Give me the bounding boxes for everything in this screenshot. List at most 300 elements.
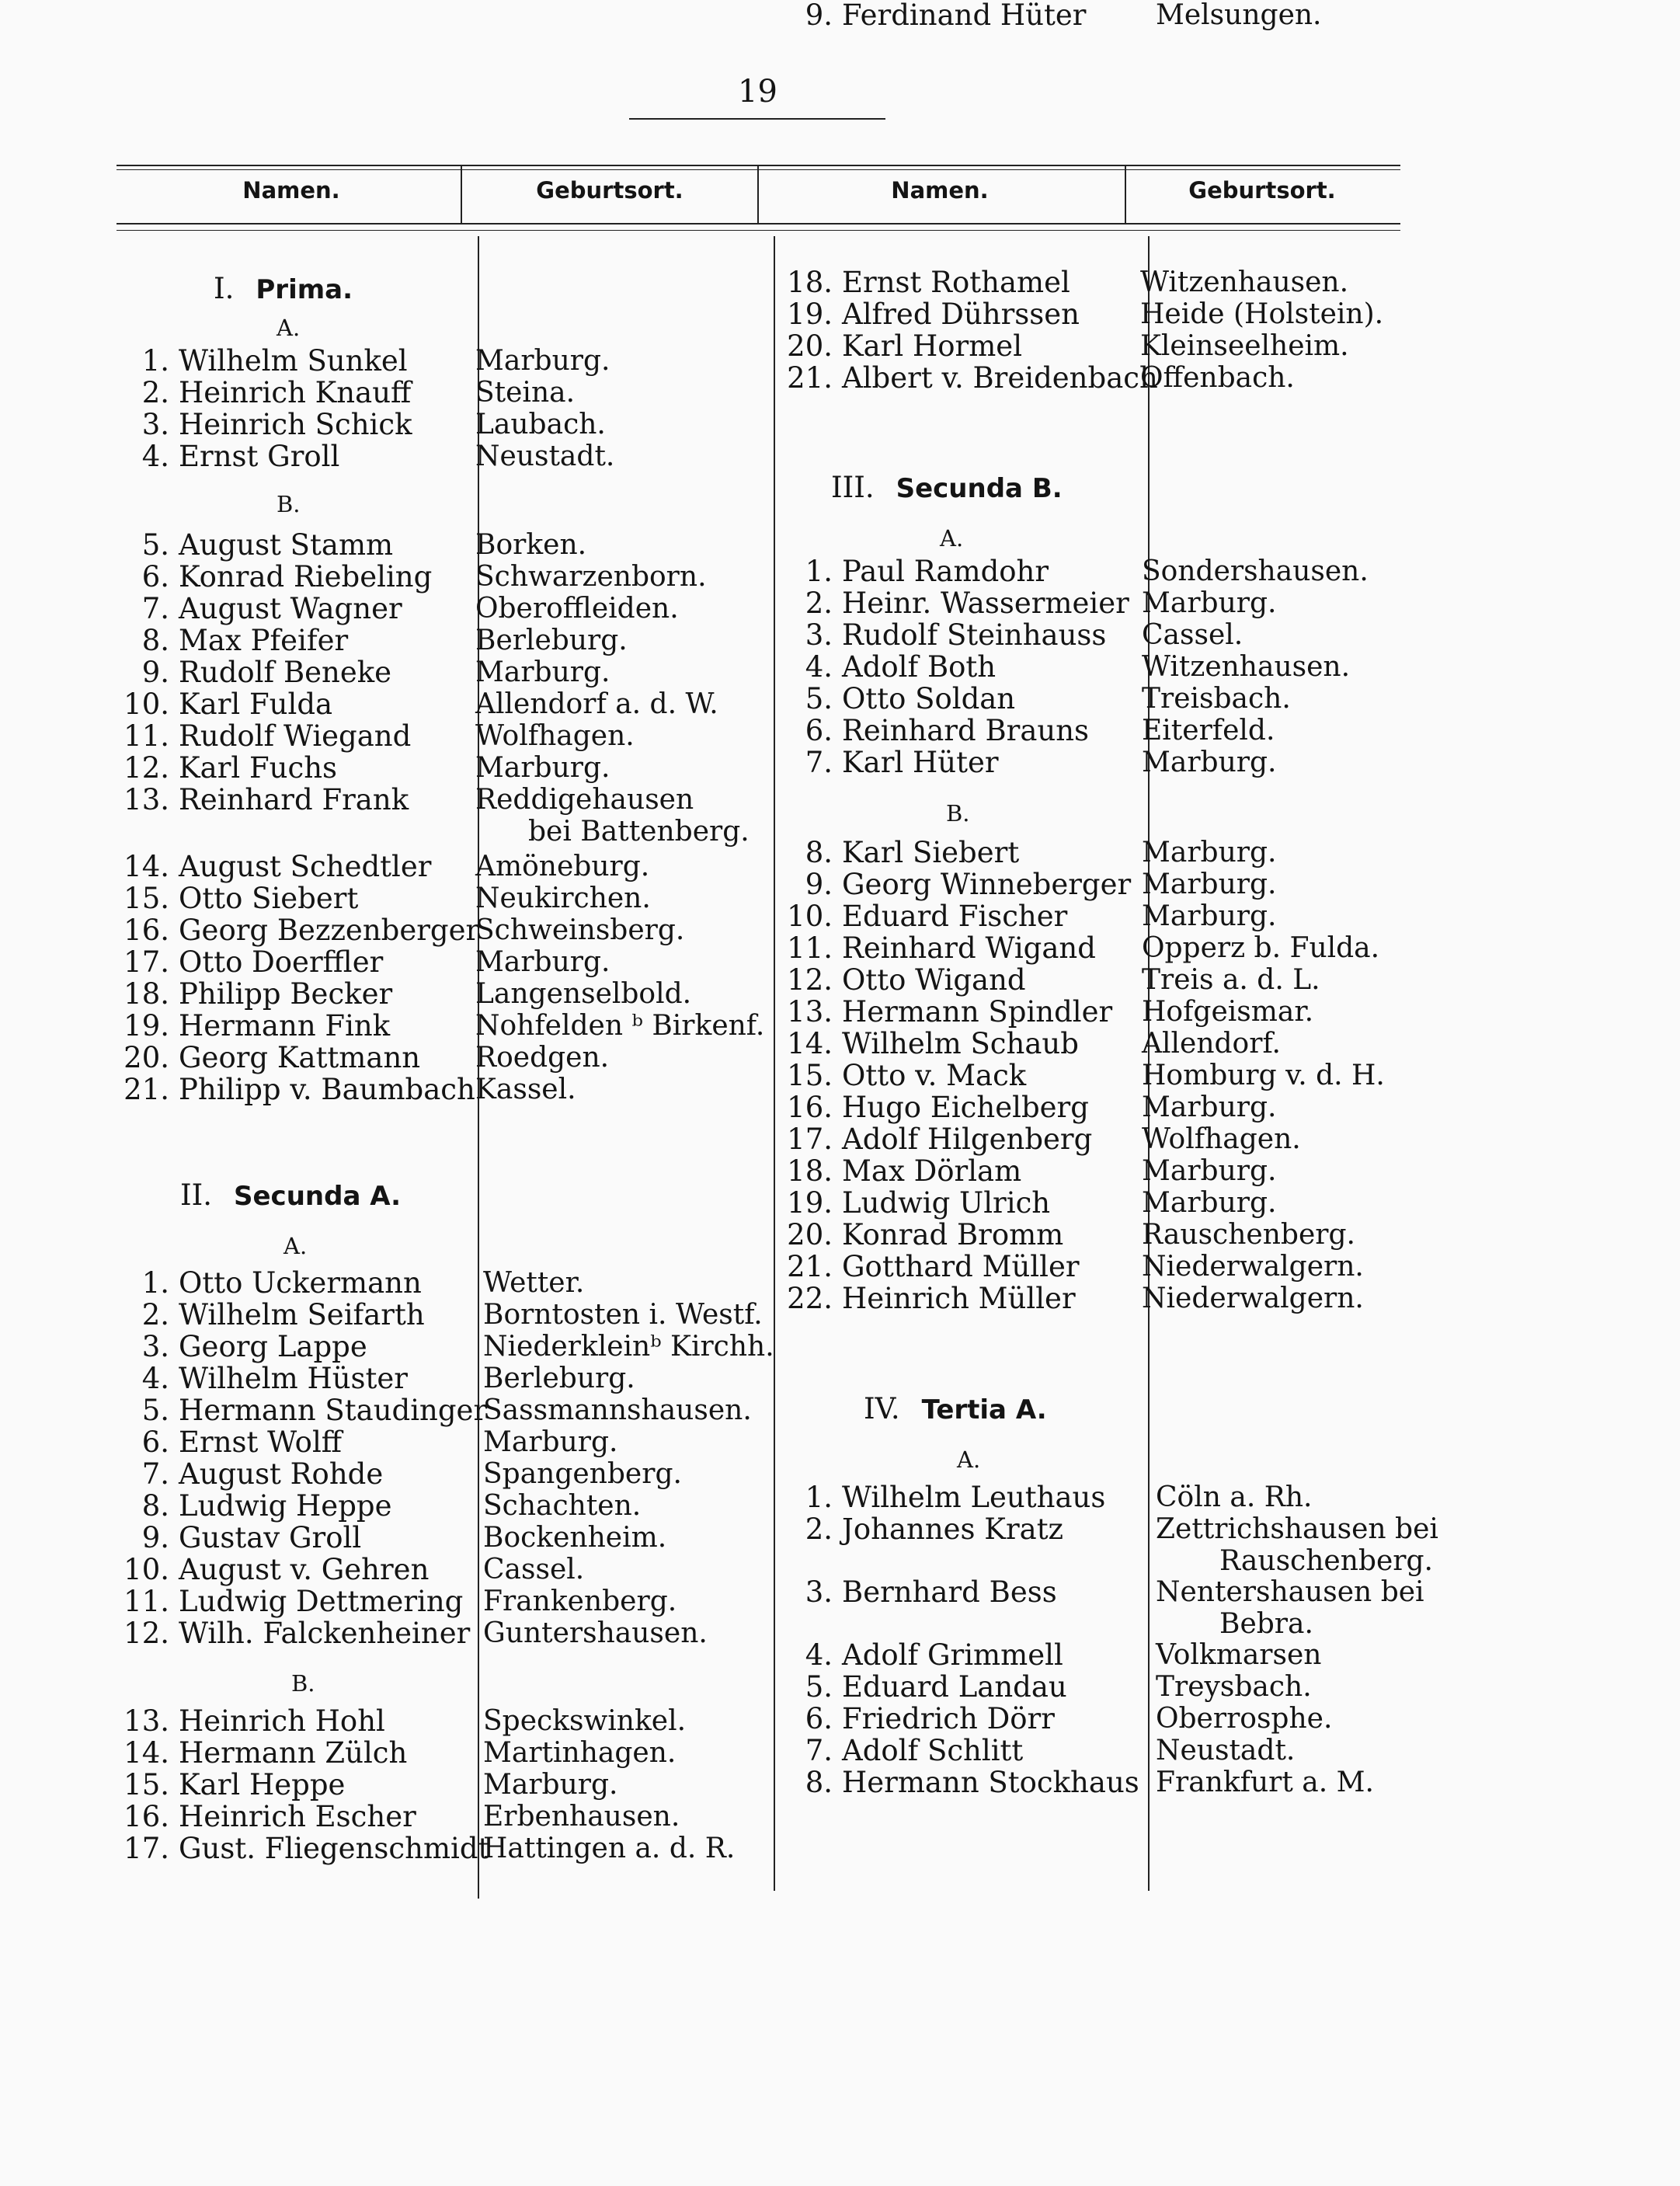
entry-number: 2. xyxy=(141,1298,169,1331)
entry-number: 3. xyxy=(805,618,833,652)
student-name: Wilh. Falckenheiner xyxy=(179,1617,471,1650)
birthplace: Allendorf. xyxy=(1142,1028,1281,1060)
list-item xyxy=(777,1251,1080,1283)
list-item xyxy=(777,1283,1076,1314)
student-name: Paul Ramdohr xyxy=(842,555,1049,588)
entry-number: 15. xyxy=(787,1059,833,1092)
entry-number: 5. xyxy=(141,1394,169,1427)
entry-number: 1. xyxy=(141,344,169,378)
list-item xyxy=(777,556,1049,587)
list-item xyxy=(117,851,431,882)
entry-number: 11. xyxy=(787,931,833,965)
section-number: II. xyxy=(180,1178,212,1212)
student-name: Georg Kattmann xyxy=(179,1041,421,1074)
student-name: Alfred Dührssen xyxy=(842,298,1080,331)
student-name: Adolf Schlitt xyxy=(842,1734,1024,1767)
entry-number: 9. xyxy=(805,0,833,32)
birthplace: Borntosten i. Westf. xyxy=(483,1299,763,1331)
birthplace: Schachten. xyxy=(483,1490,642,1522)
list-item xyxy=(117,1491,391,1522)
birthplace: Oberrosphe. xyxy=(1156,1703,1333,1735)
header-bottom-rule-thin xyxy=(117,230,1400,231)
entry-number: 17. xyxy=(123,945,169,979)
entry-number: 17. xyxy=(787,1123,833,1156)
birthplace: Kleinseelheim. xyxy=(1140,330,1349,362)
student-name: Georg Lappe xyxy=(179,1330,367,1363)
entry-number: 21. xyxy=(787,361,833,395)
birthplace: Hofgeismar. xyxy=(1142,996,1314,1028)
birthplace: Wetter. xyxy=(483,1267,585,1299)
student-name: Ernst Groll xyxy=(179,440,340,473)
entry-number: 6. xyxy=(805,1702,833,1735)
list-item xyxy=(777,747,999,778)
entry-number: 14. xyxy=(123,850,169,883)
entry-number: 5. xyxy=(141,528,169,562)
student-name: Ludwig Ulrich xyxy=(842,1186,1051,1220)
birthplace: Marburg. xyxy=(475,946,610,978)
birthplace: Sondershausen. xyxy=(1142,555,1369,587)
student-name: Adolf Grimmell xyxy=(842,1638,1063,1672)
entry-number: 8. xyxy=(141,1489,169,1523)
entry-number: 11. xyxy=(123,1585,169,1618)
list-item xyxy=(117,753,337,784)
birthplace: Roedgen. xyxy=(475,1042,610,1074)
list-item xyxy=(777,1735,1023,1767)
subsection-label: A. xyxy=(283,1233,308,1259)
student-name: August Schedtler xyxy=(179,850,432,883)
entry-number: 1. xyxy=(805,555,833,588)
student-name: Eduard Landau xyxy=(842,1670,1067,1704)
birthplace: Langenselbold. xyxy=(475,978,692,1010)
header-divider-right xyxy=(1125,165,1126,224)
entry-number: 10. xyxy=(123,687,169,721)
birthplace: Schwarzenborn. xyxy=(475,561,707,593)
entry-number: 2. xyxy=(805,1512,833,1546)
section-secunda-a-title xyxy=(180,1178,401,1212)
student-name: Rudolf Steinhauss xyxy=(842,618,1107,652)
birthplace: Marburg. xyxy=(1142,837,1277,868)
student-name: Otto Siebert xyxy=(179,882,359,915)
entry-number: 16. xyxy=(123,914,169,947)
list-item xyxy=(777,1156,1021,1187)
entry-number: 1. xyxy=(141,1266,169,1300)
student-name: Albert v. Breidenbach xyxy=(842,361,1158,395)
entry-number: 12. xyxy=(123,1617,169,1650)
student-name: Reinhard Wigand xyxy=(842,931,1096,965)
entry-number: 5. xyxy=(805,682,833,715)
list-item xyxy=(117,1770,345,1801)
section-tertia-a-title xyxy=(864,1392,1047,1425)
birthplace: Witzenhausen. xyxy=(1140,266,1349,298)
birthplace: Treysbach. xyxy=(1156,1671,1312,1703)
list-item xyxy=(117,915,479,946)
student-name: August Stamm xyxy=(179,528,394,562)
entry-number: 4. xyxy=(805,1638,833,1672)
list-item xyxy=(117,785,409,816)
list-item xyxy=(777,331,1022,362)
birthplace: Marburg. xyxy=(1142,747,1277,778)
subsection-label: B. xyxy=(277,491,301,517)
birthplace: Berleburg. xyxy=(483,1363,635,1394)
birthplace: Reddigehausen xyxy=(475,784,694,816)
list-item xyxy=(117,530,393,561)
student-name: Philipp v. Baumbach xyxy=(179,1073,475,1106)
subsection-label: A. xyxy=(957,1446,981,1473)
entry-number: 12. xyxy=(123,751,169,785)
list-item xyxy=(117,1074,475,1105)
entry-number: 4. xyxy=(805,650,833,684)
birthplace: Marburg. xyxy=(475,656,610,688)
entry-number: 18. xyxy=(123,977,169,1011)
birthplace: Guntershausen. xyxy=(483,1617,708,1649)
list-item xyxy=(777,997,1112,1028)
student-name: Adolf Both xyxy=(842,650,997,684)
list-item xyxy=(777,363,1158,394)
list-item xyxy=(117,378,411,409)
student-name: Otto v. Mack xyxy=(842,1059,1027,1092)
list-item xyxy=(777,620,1106,651)
student-name: Ernst Rothamel xyxy=(842,266,1070,299)
birthplace-continued: bei Battenberg. xyxy=(528,816,750,848)
entry-number: 13. xyxy=(123,783,169,816)
student-name: Reinhard Brauns xyxy=(842,714,1090,747)
student-name: Hugo Eichelberg xyxy=(842,1091,1089,1124)
entry-number: 9. xyxy=(805,868,833,901)
list-item xyxy=(777,933,1096,964)
list-item xyxy=(777,1704,1055,1735)
entry-number: 3. xyxy=(805,1575,833,1609)
list-item xyxy=(777,684,1015,715)
entry-number: 19. xyxy=(787,1186,833,1220)
student-name: Karl Heppe xyxy=(179,1768,346,1801)
student-name: Gust. Fliegenschmidt xyxy=(179,1832,490,1865)
list-item xyxy=(117,1043,420,1074)
entry-number: 7. xyxy=(805,746,833,779)
birthplace: Cassel. xyxy=(483,1554,585,1586)
list-item xyxy=(117,689,332,720)
header-names-left: Namen. xyxy=(242,177,340,204)
subsection-label: A. xyxy=(940,525,964,552)
birthplace: Erbenhausen. xyxy=(483,1801,680,1833)
list-item xyxy=(777,0,1086,31)
birthplace: Cöln a. Rh. xyxy=(1156,1481,1313,1513)
student-name: Rudolf Beneke xyxy=(179,656,392,689)
birthplace: Niederkleinᵇ Kirchh. xyxy=(483,1331,774,1363)
list-item xyxy=(117,721,411,752)
list-item xyxy=(777,901,1067,932)
header-names-right: Namen. xyxy=(891,177,989,204)
entry-number: 8. xyxy=(141,624,169,657)
section-number: IV. xyxy=(864,1392,900,1425)
student-name: Otto Doerffler xyxy=(179,945,384,979)
list-item xyxy=(117,1706,385,1737)
student-name: Hermann Spindler xyxy=(842,995,1113,1029)
page-number-rule xyxy=(629,118,885,120)
header-birthplace-right: Geburtsort. xyxy=(1188,177,1336,204)
page-number: 19 xyxy=(738,74,777,110)
subsection-label: B. xyxy=(291,1670,315,1697)
birthplace: Nohfelden ᵇ Birkenf. xyxy=(475,1010,765,1042)
student-name: Reinhard Frank xyxy=(179,783,409,816)
list-item xyxy=(117,441,339,472)
student-name: Karl Siebert xyxy=(842,836,1020,869)
list-item xyxy=(777,652,996,683)
birthplace: Marburg. xyxy=(1142,868,1277,900)
list-item xyxy=(777,1482,1105,1513)
subsection-label: A. xyxy=(277,315,301,341)
list-item xyxy=(117,346,408,377)
birthplace: Marburg. xyxy=(483,1426,618,1458)
birthplace: Marburg. xyxy=(1142,1155,1277,1187)
list-item xyxy=(117,657,391,688)
birthplace-continued: Bebra. xyxy=(1219,1608,1313,1640)
entry-number: 12. xyxy=(787,963,833,997)
birthplace: Marburg. xyxy=(483,1769,618,1801)
student-name: Wilhelm Schaub xyxy=(842,1027,1079,1060)
entry-number: 15. xyxy=(123,882,169,915)
list-item xyxy=(117,1554,429,1586)
header-divider-left xyxy=(461,165,462,224)
birthplace: Neustadt. xyxy=(475,440,615,472)
list-item xyxy=(777,299,1080,330)
list-item xyxy=(117,562,432,593)
birthplace: Marburg. xyxy=(1142,1187,1277,1219)
birthplace: Wolfhagen. xyxy=(475,720,635,752)
birthplace: Oberoffleiden. xyxy=(475,593,679,625)
birthplace: Neukirchen. xyxy=(475,882,651,914)
birthplace: Spangenberg. xyxy=(483,1458,682,1490)
student-name: Max Dörlam xyxy=(842,1154,1022,1188)
birthplace: Marburg. xyxy=(1142,587,1277,619)
entry-number: 6. xyxy=(805,714,833,747)
entry-number: 17. xyxy=(123,1832,169,1865)
entry-number: 7. xyxy=(805,1734,833,1767)
entry-number: 14. xyxy=(787,1027,833,1060)
entry-number: 6. xyxy=(141,560,169,593)
section-secunda-b-title xyxy=(831,471,1063,504)
entry-number: 10. xyxy=(123,1553,169,1586)
birthplace: Frankfurt a. M. xyxy=(1156,1767,1374,1798)
birthplace: Sassmannshausen. xyxy=(483,1394,752,1426)
list-item xyxy=(117,1395,487,1426)
header-birthplace-left: Geburtsort. xyxy=(536,177,683,204)
birthplace: Amöneburg. xyxy=(475,851,650,882)
entry-number: 9. xyxy=(141,1521,169,1554)
entry-number: 19. xyxy=(787,298,833,331)
entry-number: 20. xyxy=(787,1218,833,1251)
student-name: Wilhelm Seifarth xyxy=(179,1298,425,1331)
entry-number: 8. xyxy=(805,836,833,869)
column-divider-center xyxy=(774,236,775,1891)
student-name: Konrad Bromm xyxy=(842,1218,1064,1251)
birthplace: Eiterfeld. xyxy=(1142,715,1275,747)
birthplace: Marburg. xyxy=(1142,900,1277,932)
student-name: Ludwig Heppe xyxy=(179,1489,392,1523)
list-item xyxy=(777,715,1089,747)
entry-number: 8. xyxy=(805,1766,833,1799)
birthplace: Borken. xyxy=(475,529,587,561)
list-item xyxy=(117,1300,425,1331)
student-name: August Wagner xyxy=(179,592,402,625)
list-item xyxy=(777,837,1019,868)
list-item xyxy=(777,1029,1079,1060)
entry-number: 6. xyxy=(141,1425,169,1459)
list-item xyxy=(117,1738,407,1769)
list-item xyxy=(777,1672,1067,1703)
birthplace: Homburg v. d. H. xyxy=(1142,1060,1385,1091)
student-name: August v. Gehren xyxy=(179,1553,430,1586)
entry-number: 21. xyxy=(123,1073,169,1106)
birthplace: Volkmarsen xyxy=(1156,1639,1322,1671)
birthplace: Niederwalgern. xyxy=(1142,1283,1364,1314)
section-name: Secunda A. xyxy=(234,1181,402,1212)
entry-number: 14. xyxy=(123,1736,169,1770)
list-item xyxy=(117,1618,470,1649)
birthplace: Offenbach. xyxy=(1140,362,1295,394)
section-name: Secunda B. xyxy=(896,473,1063,504)
list-item xyxy=(117,1586,463,1617)
student-name: Karl Hüter xyxy=(842,746,999,779)
student-name: Hermann Zülch xyxy=(179,1736,408,1770)
student-name: Georg Bezzenberger xyxy=(179,914,480,947)
list-item xyxy=(777,267,1070,298)
list-item xyxy=(117,1833,489,1864)
student-name: Hermann Fink xyxy=(179,1009,391,1043)
entry-number: 20. xyxy=(123,1041,169,1074)
birthplace: Treisbach. xyxy=(1142,683,1291,715)
student-name: Adolf Hilgenberg xyxy=(842,1123,1093,1156)
student-name: Max Pfeifer xyxy=(179,624,349,657)
section-number: I. xyxy=(214,272,235,305)
student-name: Friedrich Dörr xyxy=(842,1702,1055,1735)
student-name: Gotthard Müller xyxy=(842,1250,1080,1283)
student-name: Heinrich Knauff xyxy=(179,376,412,409)
list-item xyxy=(777,965,1026,996)
list-item xyxy=(777,1124,1092,1155)
list-item xyxy=(777,1640,1063,1671)
student-name: Heinrich Müller xyxy=(842,1282,1076,1315)
entry-number: 11. xyxy=(123,719,169,753)
student-name: Karl Fulda xyxy=(179,687,333,721)
list-item xyxy=(117,625,348,656)
list-item xyxy=(117,947,383,978)
entry-number: 4. xyxy=(141,440,169,473)
list-item xyxy=(117,1459,383,1490)
list-item xyxy=(117,1331,367,1363)
entry-number: 2. xyxy=(141,376,169,409)
student-name: Otto Wigand xyxy=(842,963,1026,997)
birthplace: Bockenheim. xyxy=(483,1522,667,1554)
birthplace: Melsungen. xyxy=(1156,0,1322,31)
list-item xyxy=(117,1268,422,1299)
list-item xyxy=(117,1523,361,1554)
birthplace: Heide (Holstein). xyxy=(1140,298,1384,330)
student-name: Gustav Groll xyxy=(179,1521,362,1554)
student-name: Heinr. Wassermeier xyxy=(842,587,1129,620)
entry-number: 3. xyxy=(141,1330,169,1363)
student-name: Ludwig Dettmering xyxy=(179,1585,464,1618)
birthplace: Frankenberg. xyxy=(483,1586,677,1617)
student-name: Heinrich Hohl xyxy=(179,1704,385,1738)
list-item xyxy=(777,1577,1057,1608)
birthplace: Opperz b. Fulda. xyxy=(1142,932,1380,964)
list-item xyxy=(777,1060,1026,1091)
student-name: August Rohde xyxy=(179,1457,384,1491)
birthplace: Martinhagen. xyxy=(483,1737,677,1769)
list-item xyxy=(117,409,412,440)
entry-number: 21. xyxy=(787,1250,833,1283)
entry-number: 9. xyxy=(141,656,169,689)
student-name: Eduard Fischer xyxy=(842,900,1068,933)
birthplace: Schweinsberg. xyxy=(475,914,685,946)
birthplace: Wolfhagen. xyxy=(1142,1123,1301,1155)
birthplace: Hattingen a. d. R. xyxy=(483,1833,736,1864)
entry-number: 10. xyxy=(787,900,833,933)
student-name: Wilhelm Leuthaus xyxy=(842,1481,1106,1514)
list-item xyxy=(117,1427,342,1458)
student-name: Bernhard Bess xyxy=(842,1575,1057,1609)
birthplace: Neustadt. xyxy=(1156,1735,1296,1767)
entry-number: 20. xyxy=(787,329,833,363)
birthplace: Speckswinkel. xyxy=(483,1705,687,1737)
entry-number: 16. xyxy=(787,1091,833,1124)
birthplace: Treis a. d. L. xyxy=(1142,964,1320,996)
student-name: Hermann Stockhaus xyxy=(842,1766,1139,1799)
birthplace: Laubach. xyxy=(475,409,606,440)
entry-number: 18. xyxy=(787,266,833,299)
section-name: Tertia A. xyxy=(921,1394,1047,1425)
birthplace: Kassel. xyxy=(475,1074,576,1105)
birthplace: Marburg. xyxy=(475,345,610,377)
list-item xyxy=(777,869,1131,900)
list-item xyxy=(777,588,1129,619)
student-name: Wilhelm Sunkel xyxy=(179,344,408,378)
entry-number: 13. xyxy=(787,995,833,1029)
student-name: Wilhelm Hüster xyxy=(179,1362,408,1395)
entry-number: 7. xyxy=(141,592,169,625)
birthplace: Rauschenberg. xyxy=(1142,1219,1355,1251)
student-name: Heinrich Escher xyxy=(179,1800,416,1833)
section-name: Prima. xyxy=(256,274,353,305)
student-name: Konrad Riebeling xyxy=(179,560,433,593)
list-item xyxy=(777,1220,1063,1251)
list-item xyxy=(117,979,392,1010)
birthplace: Marburg. xyxy=(1142,1091,1277,1123)
student-name: Philipp Becker xyxy=(179,977,393,1011)
entry-number: 13. xyxy=(123,1704,169,1738)
entry-number: 2. xyxy=(805,587,833,620)
entry-number: 1. xyxy=(805,1481,833,1514)
student-name: Georg Winneberger xyxy=(842,868,1132,901)
entry-number: 5. xyxy=(805,1670,833,1704)
birthplace: Berleburg. xyxy=(475,625,628,656)
section-number: III. xyxy=(831,471,875,504)
birthplace: Niederwalgern. xyxy=(1142,1251,1364,1283)
student-name: Ernst Wolff xyxy=(179,1425,343,1459)
list-item xyxy=(117,883,358,914)
section-prima-title xyxy=(214,272,353,305)
header-divider-center xyxy=(757,165,759,224)
birthplace: Witzenhausen. xyxy=(1142,651,1351,683)
entry-number: 4. xyxy=(141,1362,169,1395)
student-name: Heinrich Schick xyxy=(179,408,412,441)
list-item xyxy=(117,1011,390,1042)
birthplace: Cassel. xyxy=(1142,619,1243,651)
entry-number: 7. xyxy=(141,1457,169,1491)
student-name: Ferdinand Hüter xyxy=(842,0,1087,32)
student-name: Karl Hormel xyxy=(842,329,1023,363)
list-item xyxy=(777,1767,1139,1798)
